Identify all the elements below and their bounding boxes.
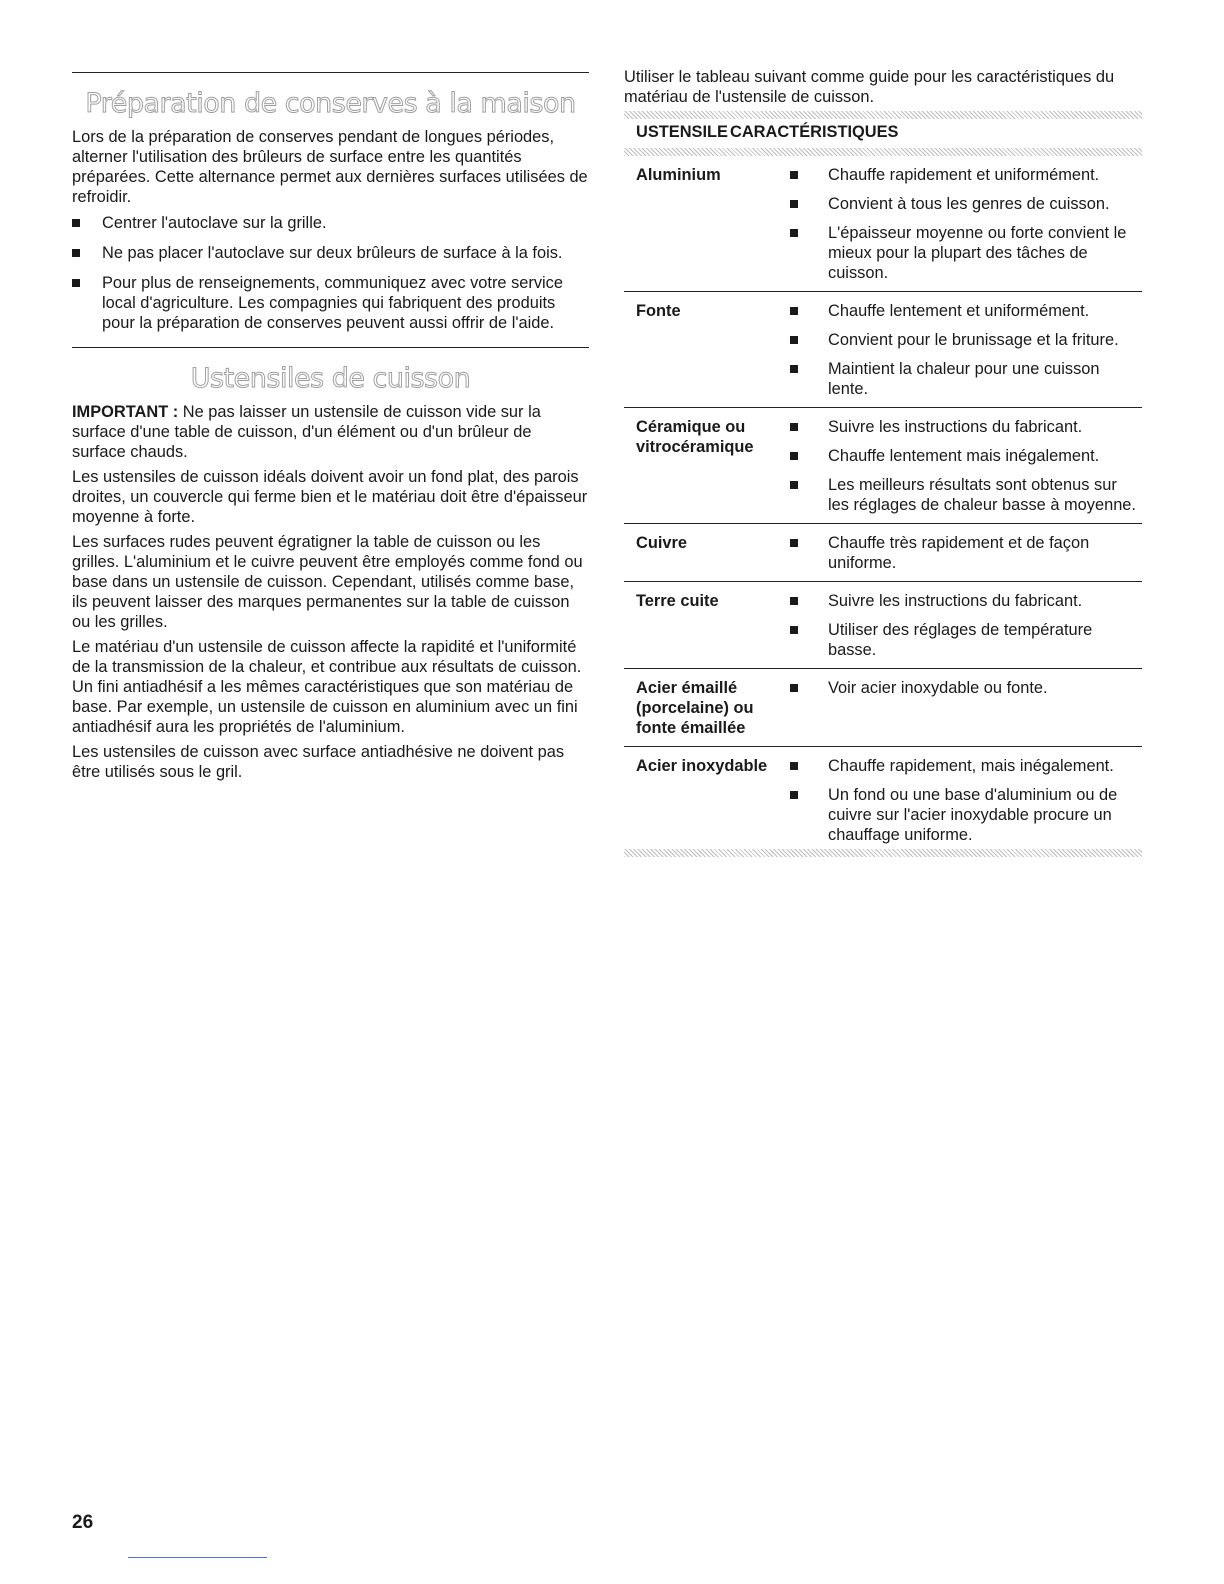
- utensil-name: Acier émaillé (porcelaine) ou fonte émaillée: [636, 679, 754, 737]
- table-row: [624, 408, 1142, 524]
- table-intro: Utiliser le tableau suivant comme guide pour les caractéristiques du matériau de l'ustensile de cuisson.: [624, 68, 1115, 106]
- important-note: [72, 402, 589, 462]
- table-header-border: [624, 148, 1142, 156]
- utensil-name: Fonte: [636, 302, 681, 320]
- characteristics-list: [790, 533, 1142, 573]
- left-column: [72, 72, 589, 787]
- list-item: Ne pas placer l'autoclave sur deux brûleurs de surface à la fois.: [72, 243, 589, 263]
- footer-line: [128, 1557, 267, 1558]
- list-item: Chauffe rapidement, mais inégalement.: [790, 756, 1142, 776]
- column-header-utensil: USTENSILE: [636, 123, 728, 141]
- list-item: Convient pour le brunissage et la friture.: [790, 330, 1142, 350]
- characteristics-list: [790, 678, 1142, 698]
- list-item: Utiliser des réglages de température basse.: [790, 620, 1142, 660]
- characteristics-list: [790, 417, 1142, 515]
- characteristics-cell: [790, 417, 1142, 515]
- characteristics-cell: [790, 591, 1142, 660]
- canning-paragraph: Lors de la préparation de conserves pendant de longues périodes, alterner l'utilisation des brûleurs de surface entre les quantités préparées. Cette alternance permet aux dernières surfaces utilisées de refroidir.: [72, 128, 588, 206]
- page-number: 26: [72, 1512, 94, 1533]
- list-item: L'épaisseur moyenne ou forte convient le mieux pour la plupart des tâches de cuisson.: [790, 223, 1142, 283]
- column-header-characteristics: CARACTÉRISTIQUES: [730, 123, 899, 141]
- characteristics-cell: [790, 756, 1142, 845]
- list-item: Chauffe très rapidement et de façon uniforme.: [790, 533, 1142, 573]
- utensil-name: Terre cuite: [636, 592, 719, 610]
- right-column: [624, 67, 1142, 857]
- list-item: Suivre les instructions du fabricant.: [790, 417, 1142, 437]
- characteristics-list: [790, 591, 1142, 660]
- list-item: Pour plus de renseignements, communiquez avec votre service local d'agriculture. Les compagnies qui fabriquent des produits pour la préparation de conserves peuvent aussi offrir de l'aide.: [72, 273, 589, 333]
- table-row: [624, 292, 1142, 408]
- characteristics-cell: [790, 165, 1142, 283]
- table-bottom-border: [624, 849, 1142, 857]
- table-row: [624, 524, 1142, 582]
- list-item: Maintient la chaleur pour une cuisson lente.: [790, 359, 1142, 399]
- cookware-paragraph: Les surfaces rudes peuvent égratigner la table de cuisson ou les grilles. L'aluminium et le cuivre peuvent être employés comme fond ou base dans un ustensile de cuisson. Cependant, utilisés comme base, ils peuvent laisser des marques permanentes sur la table de cuisson ou les grilles.: [72, 533, 583, 631]
- list-item: Chauffe rapidement et uniformément.: [790, 165, 1142, 185]
- table-body: [624, 156, 1142, 849]
- list-item: Convient à tous les genres de cuisson.: [790, 194, 1142, 214]
- list-item: Centrer l'autoclave sur la grille.: [72, 213, 589, 233]
- utensil-name: Céramique ou vitrocéramique: [636, 418, 754, 456]
- characteristics-list: [790, 756, 1142, 845]
- cookware-paragraph: Les ustensiles de cuisson idéals doivent avoir un fond plat, des parois droites, un couvercle qui ferme bien et le matériau doit être d'épaisseur moyenne à forte.: [72, 468, 588, 526]
- cookware-paragraph: Le matériau d'un ustensile de cuisson affecte la rapidité et l'uniformité de la transmission de la chaleur, et contribue aux résultats de cuisson. Un fini antiadhésif a les mêmes caractéristiques que son matériau de base. Par exemple, un ustensile de cuisson en aluminium avec un fini antiadhésif aura les propriétés de l'aluminium.: [72, 638, 582, 736]
- cookware-paragraph: Les ustensiles de cuisson avec surface antiadhésive ne doivent pas être utilisés sous le gril.: [72, 743, 565, 781]
- section-divider: [72, 347, 589, 348]
- list-item: Chauffe lentement et uniformément.: [790, 301, 1142, 321]
- table-header: [624, 119, 1142, 148]
- table-top-border: [624, 111, 1142, 119]
- canning-bullet-list: [72, 213, 589, 333]
- utensil-name: Cuivre: [636, 534, 688, 552]
- utensil-name: Aluminium: [636, 166, 721, 184]
- list-item: Chauffe lentement mais inégalement.: [790, 446, 1142, 466]
- utensil-name: Acier inoxydable: [636, 757, 768, 775]
- list-item: Suivre les instructions du fabricant.: [790, 591, 1142, 611]
- section-title-canning: Préparation de conserves à la maison: [85, 88, 576, 119]
- important-label: IMPORTANT :: [72, 403, 179, 421]
- list-item: Les meilleurs résultats sont obtenus sur les réglages de chaleur basse à moyenne.: [790, 475, 1142, 515]
- characteristics-cell: [790, 678, 1142, 738]
- important-text: Ne pas laisser un ustensile de cuisson vide sur la surface d'une table de cuisson, d'un élément ou d'un brûleur de surface chauds.: [72, 403, 541, 461]
- section-title-cookware: Ustensiles de cuisson: [190, 363, 471, 394]
- table-row: [624, 669, 1142, 747]
- table-row: [624, 582, 1142, 669]
- table-row: [624, 156, 1142, 292]
- characteristics-cell: [790, 301, 1142, 399]
- characteristics-cell: [790, 533, 1142, 573]
- characteristics-list: [790, 165, 1142, 283]
- list-item: Un fond ou une base d'aluminium ou de cuivre sur l'acier inoxydable procure un chauffage uniforme.: [790, 785, 1142, 845]
- characteristics-list: [790, 301, 1142, 399]
- section-divider: [72, 72, 589, 73]
- list-item: Voir acier inoxydable ou fonte.: [790, 678, 1142, 698]
- table-row: [624, 747, 1142, 849]
